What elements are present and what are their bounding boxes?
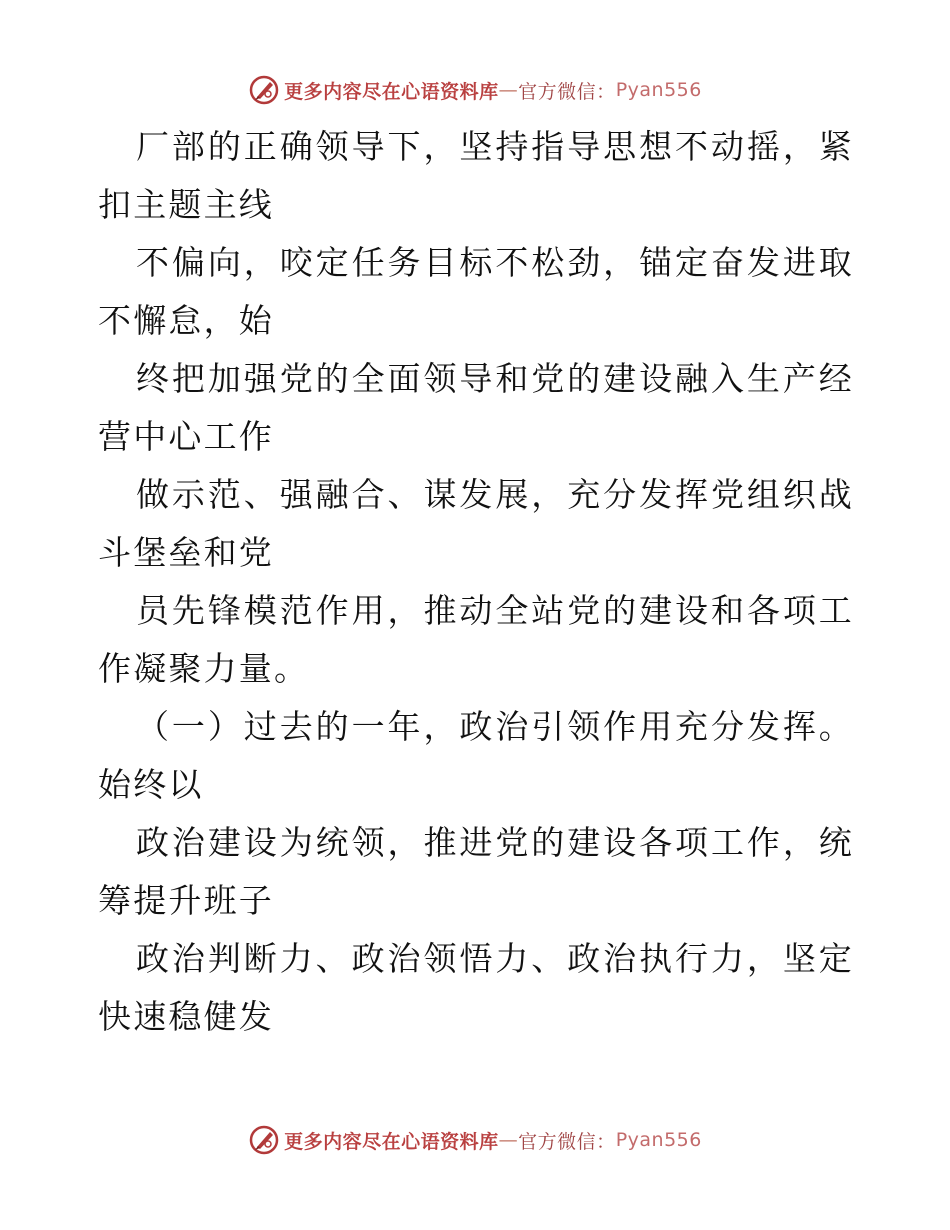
watermark-dash: —: [498, 1129, 519, 1151]
paragraph: 厂部的正确领导下，坚持指导思想不动摇，紧扣主题主线: [98, 127, 854, 224]
paragraph: 政治判断力、政治领悟力、政治执行力，坚定快速稳健发: [98, 939, 854, 1036]
footer-watermark: [0, 1120, 950, 1160]
paragraph: 不偏向，咬定任务目标不松劲，锚定奋发进取不懈怠，始: [98, 243, 854, 340]
quill-logo-icon: [248, 74, 280, 106]
watermark-brand: 更多内容尽在心语资料库: [284, 80, 499, 103]
paragraph: 做示范、强融合、谋发展，充分发挥党组织战斗堡垒和党: [98, 475, 854, 572]
watermark-wechat-id: Pyan556: [615, 79, 702, 101]
paragraph: 终把加强党的全面领导和党的建设融入生产经营中心工作: [98, 359, 854, 456]
watermark-label: 官方微信：: [518, 1130, 616, 1153]
quill-logo-icon: [248, 1124, 280, 1156]
header-watermark: [0, 70, 950, 110]
watermark-brand: 更多内容尽在心语资料库: [284, 1130, 499, 1153]
paragraph: 政治建设为统领，推进党的建设各项工作，统筹提升班子: [98, 823, 854, 920]
watermark-dash: —: [498, 79, 519, 101]
watermark-wechat-id: Pyan556: [615, 1129, 702, 1151]
watermark-label: 官方微信：: [518, 80, 616, 103]
document-body: [98, 118, 854, 1046]
paragraph: 员先锋模范作用，推动全站党的建设和各项工作凝聚力量。: [98, 591, 854, 688]
paragraph: （一）过去的一年，政治引领作用充分发挥。始终以: [98, 707, 854, 804]
